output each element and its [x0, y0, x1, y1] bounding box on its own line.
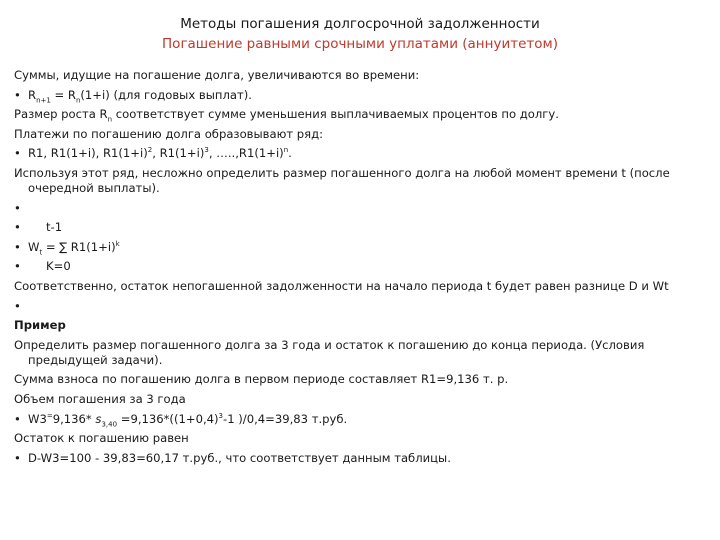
title-subtitle: Погашение равными срочными уплатами (аннуитетом) [162, 36, 558, 52]
slide-content [14, 68, 706, 470]
bullet-series: • R1, R1(1+i), $R1(1+i)^2$, $R1(1+i)^3$, $\dots..,R1(1+i)^n$. [14, 146, 706, 161]
text-line: Сумма взноса по погашению долга в первом периоде составляет R1=9,136 т. р. [14, 372, 509, 387]
text-line: Платежи по погашению долга образовывают ряд: [14, 126, 324, 141]
bullet-formula-w3: • W3=9,136* $s_{3,40} =9,136*((1+0,4)^3-1$ )/0,4=39,83 т.руб. [14, 412, 706, 427]
text-line: Размер роста $R_n$ соответствует сумме уменьшения выплачиваемых процентов по долгу. [14, 107, 559, 124]
bullet-empty [14, 201, 706, 216]
text-line: Объем погашения за 3 года [14, 391, 186, 406]
bullet-formula-sum: • $W_t$ = ∑ $R1(1+i)^k$ [14, 240, 706, 255]
text-paragraph: Определить размер погашенного долга за 3 года и остаток к погашению до конца периода. (Условия предыдущей задачи). [14, 337, 645, 367]
bullet-formula-growth: • $R_{n+1} = R_n(1+i)$ (для годовых выплат). [14, 88, 706, 103]
example-heading: Пример [14, 318, 66, 333]
text-paragraph: Используя этот ряд, несложно определить размер погашенного долга на любой момент времени t (после очередной выплаты). [14, 165, 670, 195]
slide-title [0, 14, 720, 54]
bullet-sum-upper: • t-1 [14, 220, 706, 235]
text-line: Суммы, идущие на погашение долга, увеличиваются во времени: [14, 68, 420, 82]
title-main: Методы погашения долгосрочной задолженности [180, 16, 540, 32]
text-line: Остаток к погашению равен [14, 431, 189, 446]
text-line: Соответственно, остаток непогашенной задолженности на начало периода t будет равен разнице D и Wt [14, 278, 669, 293]
bullet-sum-lower: • K=0 [14, 259, 706, 274]
bullet-empty [14, 299, 706, 314]
bullet-result: • D-W3=100 - 39,83=60,17 т.руб., что соответствует данным таблицы. [14, 451, 706, 466]
